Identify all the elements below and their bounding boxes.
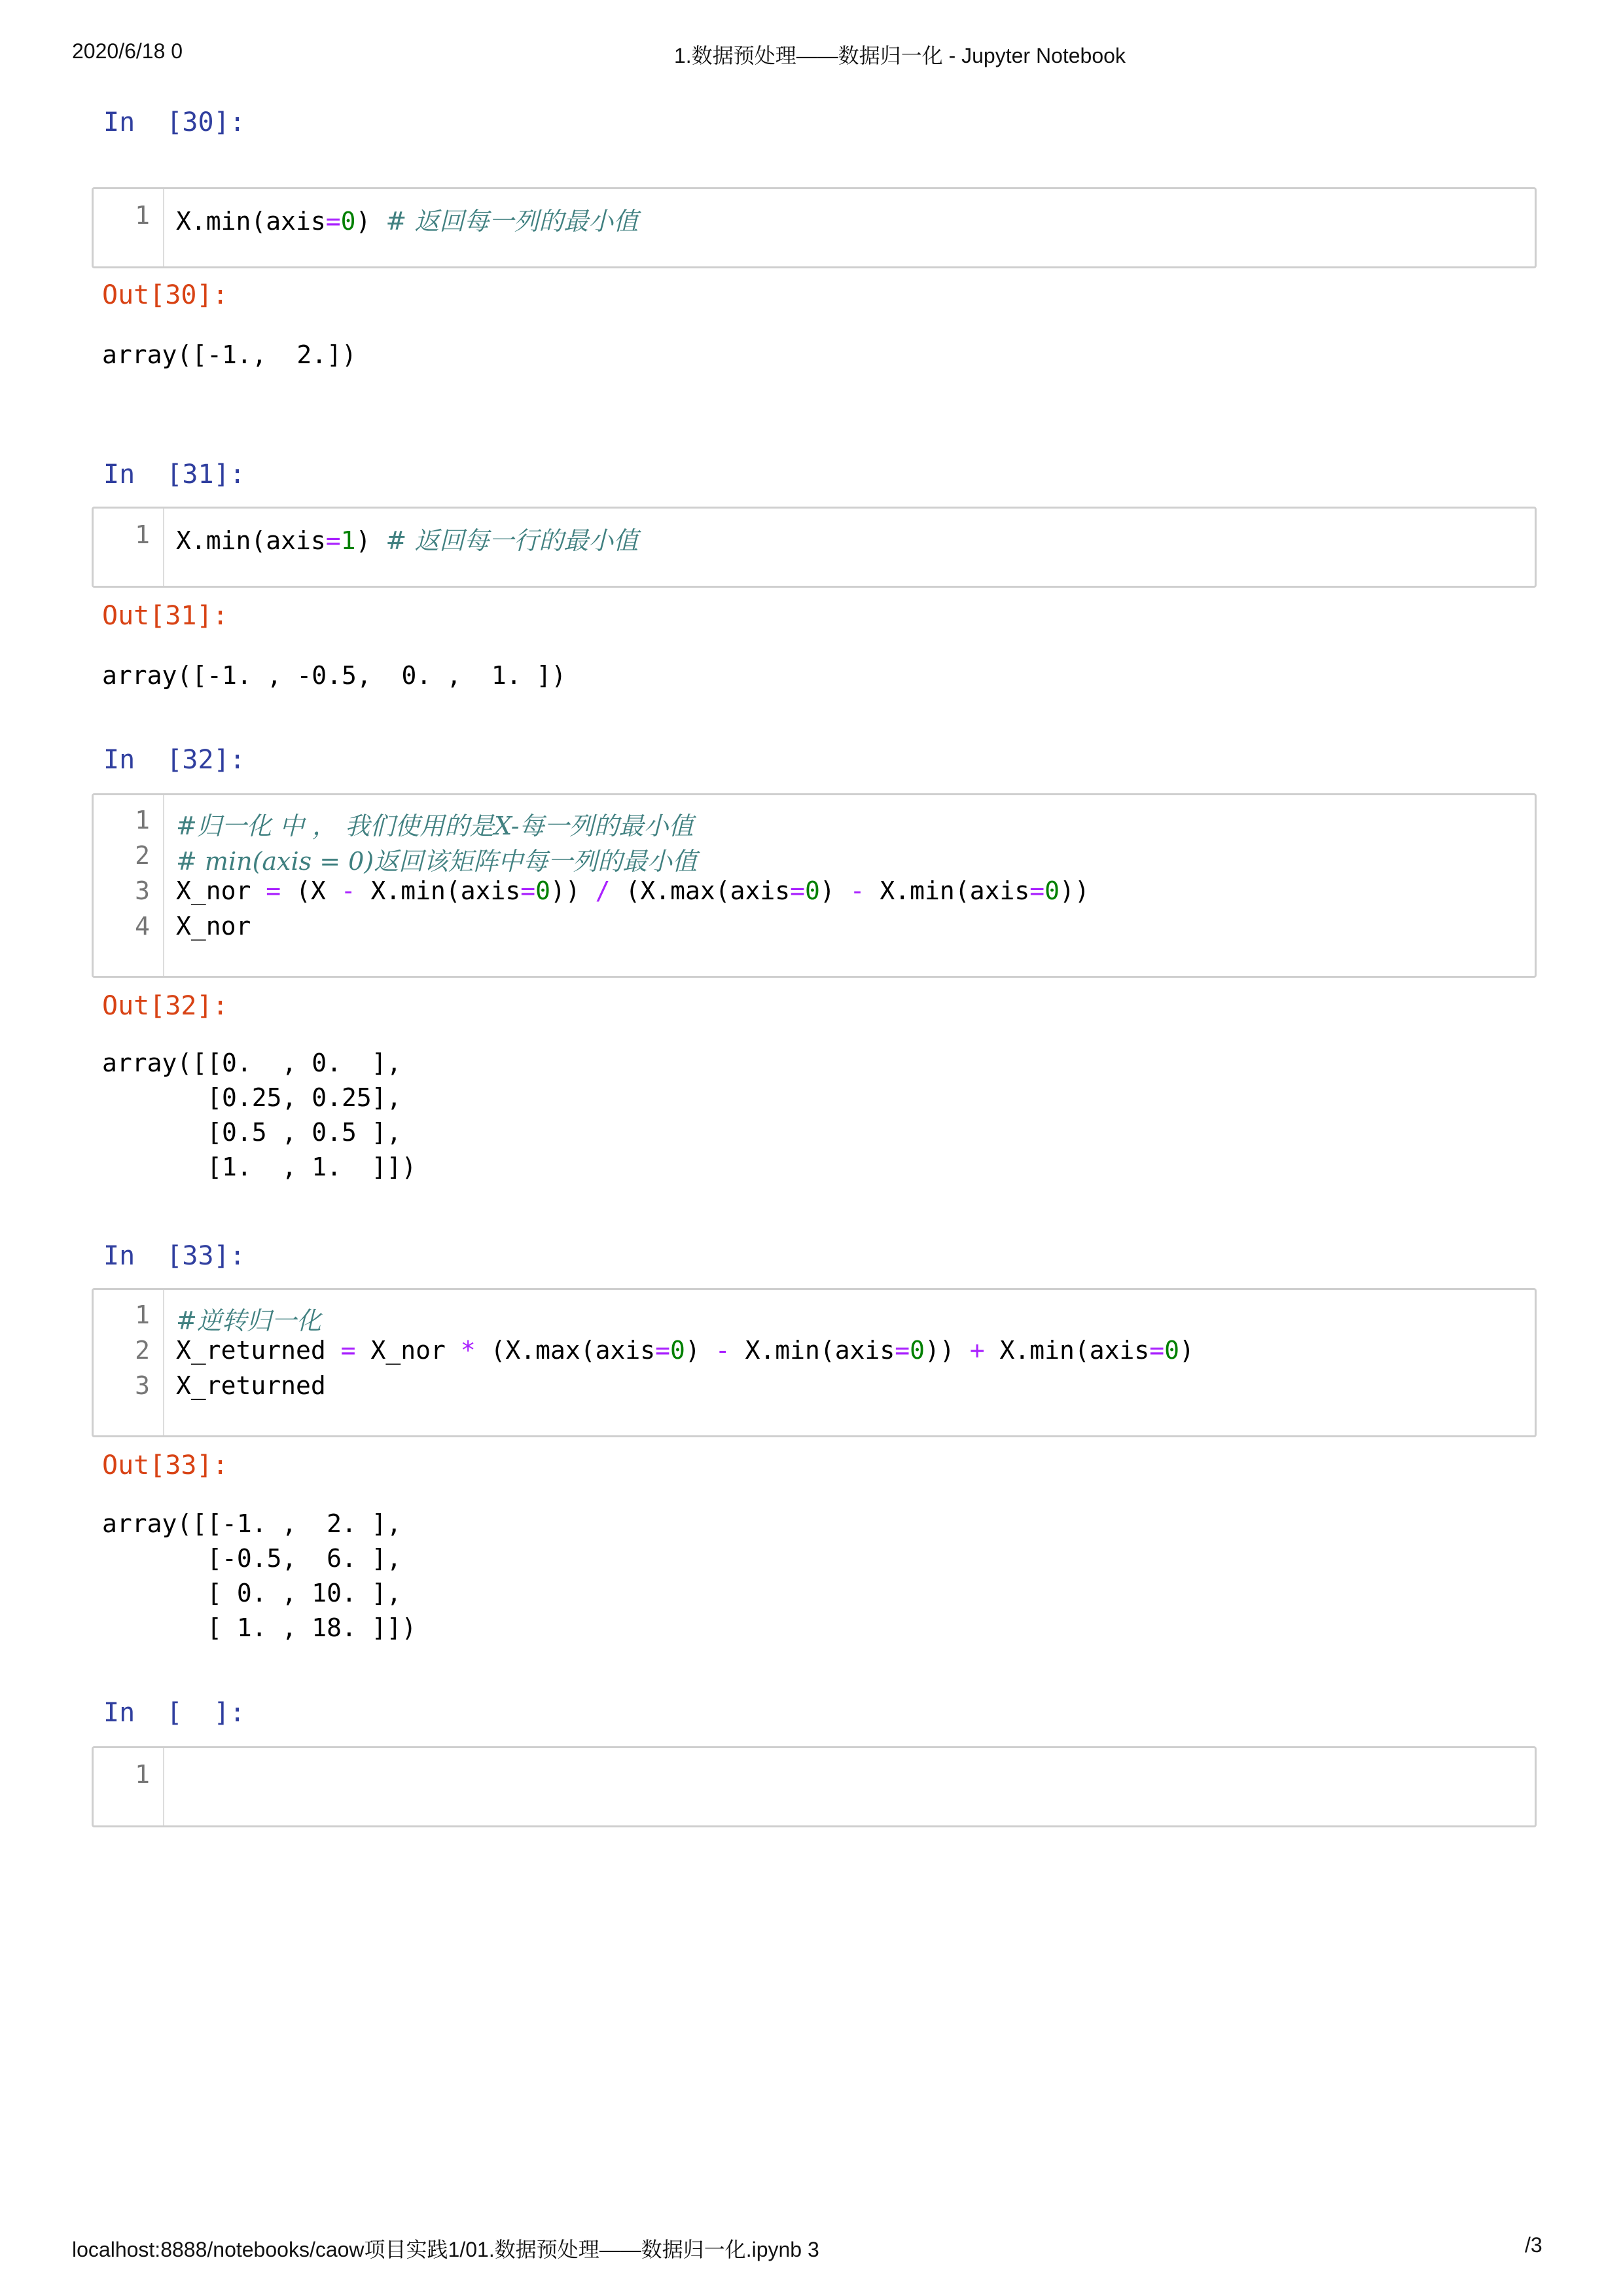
code-line: #逆转归一化 bbox=[176, 1306, 321, 1335]
output-33: array([[-1. , 2. ], [-0.5, 6. ], [ 0. , 10. ], [ 1. , 18. ]]) bbox=[102, 1509, 417, 1642]
out-prompt-31: Out[31]: bbox=[102, 601, 228, 631]
code-line: X_returned bbox=[176, 1371, 326, 1400]
code-cell-30[interactable] bbox=[92, 187, 1537, 268]
in-prompt-32: In [32]: bbox=[103, 745, 245, 775]
line-number: 3 bbox=[135, 1371, 150, 1400]
line-number: 2 bbox=[135, 841, 150, 870]
code-line: # min(axis = 0)返回该矩阵中每一列的最小值 bbox=[176, 847, 698, 876]
page-count: /3 bbox=[1525, 2233, 1543, 2257]
in-prompt-33: In [33]: bbox=[103, 1241, 245, 1271]
line-number: 1 bbox=[135, 1760, 150, 1789]
line-number: 3 bbox=[135, 876, 150, 905]
line-number: 2 bbox=[135, 1336, 150, 1365]
line-gutter bbox=[94, 509, 164, 586]
line-gutter bbox=[94, 1290, 164, 1435]
out-prompt-32: Out[32]: bbox=[102, 991, 228, 1021]
line-gutter bbox=[94, 1748, 164, 1825]
line-gutter bbox=[94, 189, 164, 266]
page-url: localhost:8888/notebooks/caow项目实践1/01.数据预处理——数据归一化.ipynb 3 bbox=[72, 2238, 819, 2261]
code-line: X_nor = (X - X.min(axis=0)) / (X.max(axis=0) - X.min(axis=0)) bbox=[176, 876, 1090, 905]
out-prompt-33: Out[33]: bbox=[102, 1450, 228, 1480]
in-prompt-empty: In [ ]: bbox=[103, 1698, 245, 1728]
line-number: 1 bbox=[135, 201, 150, 230]
code-cell-empty[interactable] bbox=[92, 1746, 1537, 1827]
line-number: 1 bbox=[135, 806, 150, 834]
code-line: #归一化 中 ， 我们使用的是X-每一列的最小值 bbox=[176, 812, 694, 840]
output-31: array([-1. , -0.5, 0. , 1. ]) bbox=[102, 661, 567, 690]
line-number: 1 bbox=[135, 1300, 150, 1329]
code-line: X_nor bbox=[176, 912, 251, 941]
output-32: array([[0. , 0. ], [0.25, 0.25], [0.5 , 0.5 ], [1. , 1. ]]) bbox=[102, 1049, 417, 1181]
in-prompt-31: In [31]: bbox=[103, 459, 245, 490]
page-title: 1.数据预处理——数据归一化 - Jupyter Notebook bbox=[674, 44, 1126, 67]
in-prompt-30: In [30]: bbox=[103, 107, 245, 137]
code-cell-32[interactable] bbox=[92, 793, 1537, 978]
code-cell-31[interactable] bbox=[92, 507, 1537, 588]
line-gutter bbox=[94, 795, 164, 976]
code-cell-33[interactable] bbox=[92, 1288, 1537, 1437]
out-prompt-30: Out[30]: bbox=[102, 280, 228, 310]
code-line: X.min(axis=1) # 返回每一行的最小值 bbox=[176, 526, 639, 555]
code-line: X.min(axis=0) # 返回每一列的最小值 bbox=[176, 207, 639, 236]
line-number: 4 bbox=[135, 912, 150, 941]
line-number: 1 bbox=[135, 520, 150, 549]
output-30: array([-1., 2.]) bbox=[102, 340, 357, 369]
print-date: 2020/6/18 0 bbox=[72, 39, 183, 63]
code-line: X_returned = X_nor * (X.max(axis=0) - X.min(axis=0)) + X.min(axis=0) bbox=[176, 1336, 1194, 1365]
